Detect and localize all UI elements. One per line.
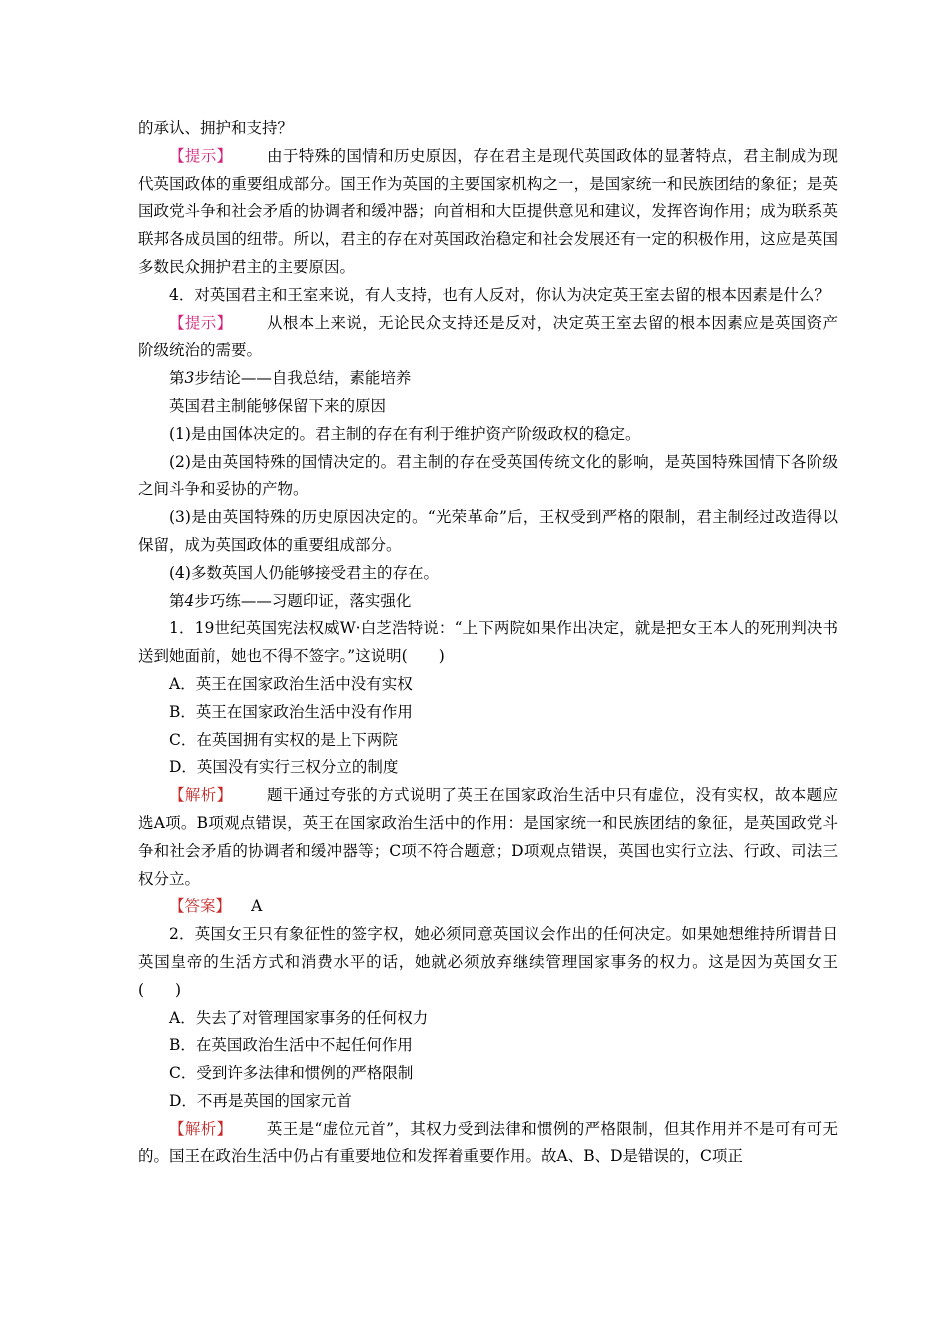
option: D．英国没有实行三权分立的制度 [169,758,399,777]
analysis-paragraph [138,1116,838,1172]
option: D．不再是英国的国家元首 [169,1091,352,1110]
paragraph: 的承认、拥护和支持？ [138,119,294,137]
exercise-2: 2．英国女王只有象征性的签字权，她必须同意英国议会作出的任何决定。如果她想维持所谓昔日英国皇帝的生活方式和消费水平的话，她就必须放弃继续管理国家事务的权力。这是因为英国女王( ) [138,925,838,999]
summary-title: 英国君主制能够保留下来的原因 [169,396,387,415]
analysis-text: 英王是“虚位元首”，其权力受到法律和惯例的严格限制，但其作用并不是可有可无的。国王在政治生活中仍占有重要地位和发挥着重要作用。故A、B、D是错误的，C项正 [138,1119,838,1166]
answer-label: 【答案】 [169,897,232,916]
step-number: 3 [184,369,195,388]
summary-item: (4)多数英国人仍能够接受君主的存在。 [169,563,439,582]
option: C．受到许多法律和惯例的严格限制 [169,1064,414,1083]
hint-label: 【提示】 [169,313,233,332]
hint-text: 由于特殊的国情和历史原因，存在君主是现代英国政体的显著特点，君主制成为现代英国政体的重要组成部分。国王作为英国的主要国家机构之一，是国家统一和民族团结的象征；是英国政党斗争和社会矛盾的协调者和缓冲器；向首相和大臣提供意见和建议，发挥咨询作用；成为联系英联邦各成员国的纽带。所以，君主的存在对英国政治稳定和社会发展还有一定的积极作用，这应是英国多数民众拥护君主的主要原因。 [138,146,838,276]
answer-text: A [251,897,263,916]
option: C．在英国拥有实权的是上下两院 [169,730,398,749]
option: B．在英国政治生活中不起任何作用 [169,1036,413,1055]
summary-item: (3)是由英国特殊的历史原因决定的。“光荣革命”后，王权受到严格的限制，君主制经过改造得以保留，成为英国政体的重要组成部分。 [138,508,838,554]
step-3-heading: 第3步结论——自我总结，素能培养 [169,369,412,388]
summary-item: (1)是由国体决定的。君主制的存在有利于维护资产阶级政权的稳定。 [169,424,641,443]
analysis-label: 【解析】 [169,1119,233,1138]
hint-text: 从根本上来说，无论民众支持还是反对，决定英王室去留的根本因素应是英国资产阶级统治的需要。 [138,313,838,360]
option: B．英王在国家政治生活中没有作用 [169,702,413,721]
document-body [138,115,838,1171]
step-4-heading: 第4步巧练——习题印证，落实强化 [169,591,412,610]
analysis-paragraph [138,782,838,893]
option: A．失去了对管理国家事务的任何权力 [169,1008,429,1027]
hint-paragraph [138,143,838,282]
summary-item: (2)是由英国特殊的国情决定的。君主制的存在受英国传统文化的影响，是英国特殊国情下各阶级之间斗争和妥协的产物。 [138,452,838,499]
hint-label: 【提示】 [169,146,233,165]
question-4: 4．对英国君主和王室来说，有人支持，也有人反对，你认为决定英王室去留的根本因素是什么？ [169,285,830,304]
analysis-text: 题干通过夸张的方式说明了英王在国家政治生活中只有虚位，没有实权，故本题应选A项。B项观点错误，英王在国家政治生活中的作用：是国家统一和民族团结的象征，是英国政党斗争和社会矛盾的协调者和缓冲器等；C项不符合题意；D项观点错误，英国也实行立法、行政、司法三权分立。 [138,786,838,888]
option: A．英王在国家政治生活中没有实权 [169,674,413,693]
step-number: 4 [184,591,195,610]
hint-paragraph [138,310,838,366]
analysis-label: 【解析】 [169,786,233,805]
exercise-1: 1．19世纪英国宪法权威W·白芝浩特说：“上下两院如果作出决定，就是把女王本人的死刑判决书送到她面前，她也不得不签字。”这说明( ) [138,619,838,666]
answer-paragraph [138,893,838,921]
